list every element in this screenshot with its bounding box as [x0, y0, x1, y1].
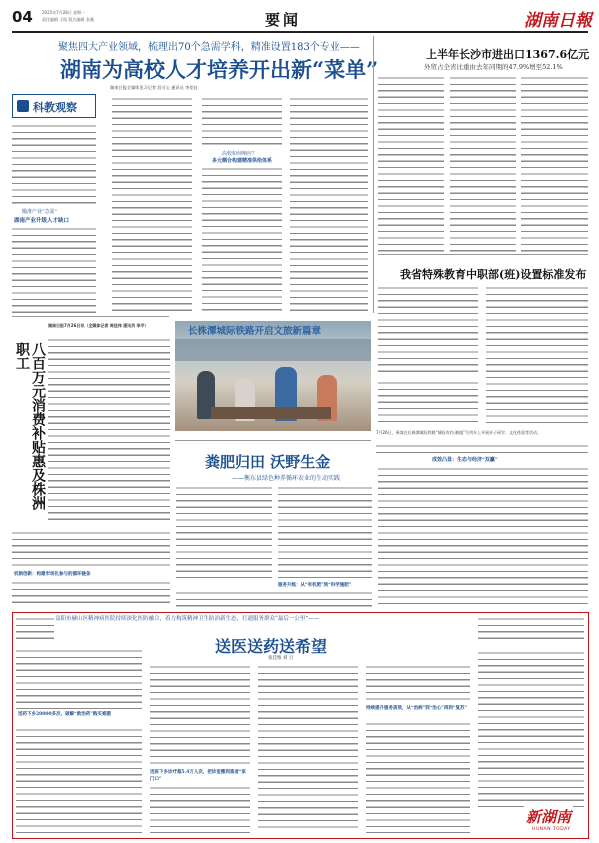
feature-body-1c — [16, 727, 142, 833]
left-headline: 湖南产业升级人才缺口 — [14, 218, 70, 224]
date-line: 2025年7月28日 星期一 — [42, 10, 86, 15]
feature-body-1a — [16, 616, 54, 644]
lead-kicker: 聚焦四大产业领域，梳理出70个急需学科，精准设置183个专业—— — [58, 42, 360, 53]
editor-line: 责任编辑 王晗 版式编辑 张薇 — [42, 17, 94, 22]
special-ed-body-3 — [378, 380, 478, 425]
feature-body-2b — [150, 785, 250, 833]
finance-rule — [378, 254, 588, 255]
masthead — [12, 6, 592, 31]
special-ed-headline: 我省特殊教育中职部(班)设置标准发布 — [400, 268, 587, 281]
footer-logo-sub: HUNAN TODAY — [532, 827, 571, 832]
lead-headline: 湖南为高校人才培养开出新“菜单” — [60, 57, 379, 82]
finance-body-1 — [378, 75, 444, 253]
lead-body-col1 — [12, 123, 96, 205]
lead-subhead-1: 高校如何响应？ — [222, 151, 258, 157]
feature-body-4b — [366, 721, 470, 833]
lead-body-col1b — [12, 226, 96, 314]
rural-subhead: ——衡东县绿色种养循环农业的生动实践 — [232, 475, 341, 482]
lead-byline: 湖南日报全媒体见习记者 段可心 通讯员 李佳钰 — [110, 85, 198, 90]
consumption-lead: 湖南日报7月26日讯（全媒体记者 周佳伟 通讯员 李平） — [48, 323, 149, 328]
rural-body-2 — [278, 485, 372, 580]
left-kicker: 瞄准产业“急需” — [22, 209, 58, 215]
page-number: 04 — [12, 8, 33, 26]
special-ed-body-2 — [486, 285, 588, 423]
lead-body-col3 — [202, 96, 282, 146]
feature-sub-1: 送药下乡20000多次，破解“救治药”购买难题 — [18, 712, 111, 717]
feature-headline: 送医送药送希望 — [215, 637, 328, 656]
feature-body-1b — [16, 648, 142, 710]
photo-table — [211, 407, 331, 419]
newspaper-logo: 湖南日報 — [524, 11, 592, 31]
rural-note-1: 服务升级：从“有机肥”到“科学施肥” — [278, 583, 352, 588]
feature-body-3 — [258, 664, 358, 833]
feature-body-5b — [478, 650, 584, 810]
rural-headline: 粪肥归田 沃野生金 — [205, 453, 331, 471]
finance-body-3 — [521, 75, 588, 253]
rural-body-1 — [176, 485, 272, 580]
science-column-label: 科教观察 — [33, 101, 77, 114]
feature-body-2a — [150, 664, 250, 768]
lead-subhead-2: 多元耦合构建精准供给体系 — [212, 158, 273, 164]
lead-body-col3b — [202, 166, 282, 314]
finance-body-2 — [450, 75, 516, 253]
footer-logo: 新湖南 — [526, 808, 572, 826]
rural-sidebar-body — [378, 466, 588, 608]
book-icon — [17, 100, 29, 112]
column-divider — [373, 36, 374, 313]
photo-window — [175, 339, 371, 361]
feature-body-5a — [478, 616, 584, 644]
photo-caption-cont — [376, 443, 588, 453]
rural-sidebar-title: 成效凸显：生态与经济“双赢” — [432, 457, 498, 463]
finance-headline: 上半年长沙市进出口1367.6亿元 — [426, 48, 590, 61]
left-lower-body-2 — [12, 580, 170, 608]
photo-caption: 7月26日，乘客在长株潭城际铁路“城际有约·湘遇”号列车上开展亲子研学、文化体验等活动。 — [376, 430, 542, 435]
feature-kicker: 益阳市赫山区精神病医院持续深化医防融合，着力构筑精神卫生防治新生态，打通服务群众“最后一公里”—— — [55, 616, 320, 622]
consumption-vertical-headline: 八百万元消费补贴惠及株洲职工 — [14, 342, 46, 510]
feature-sub-3: 持续提升服务质效，从“治病”到“治心”再到“复苏” — [366, 706, 468, 711]
masthead-rule — [12, 31, 588, 33]
finance-subhead: 外贸占全省比重由去年同期的47.9%增至52.1% — [424, 63, 563, 71]
feature-sub-2: 送医下乡诊疗超5.4万人次，把诊室搬到患者“家门口” — [150, 770, 246, 782]
lead-body-col2 — [112, 96, 192, 314]
lead-body-col4 — [290, 96, 368, 314]
rural-rule — [175, 440, 371, 441]
special-ed-body-1 — [378, 285, 478, 375]
rural-note-2: 机制创新：构建市场化参与的循环链条 — [14, 572, 91, 577]
science-column-logo — [12, 94, 96, 118]
left-rule — [12, 316, 169, 317]
section-title: 要闻 — [265, 11, 302, 29]
photo-overlay-title: 长株潭城际铁路开启文旅新篇章 — [188, 326, 322, 337]
rural-body-3 — [176, 590, 372, 608]
consumption-body — [48, 337, 170, 525]
left-lower-body — [12, 530, 170, 570]
feature-byline: 张佳维 刘 旦 — [268, 656, 294, 661]
feature-body-4a — [366, 664, 470, 704]
news-photo — [175, 321, 371, 431]
